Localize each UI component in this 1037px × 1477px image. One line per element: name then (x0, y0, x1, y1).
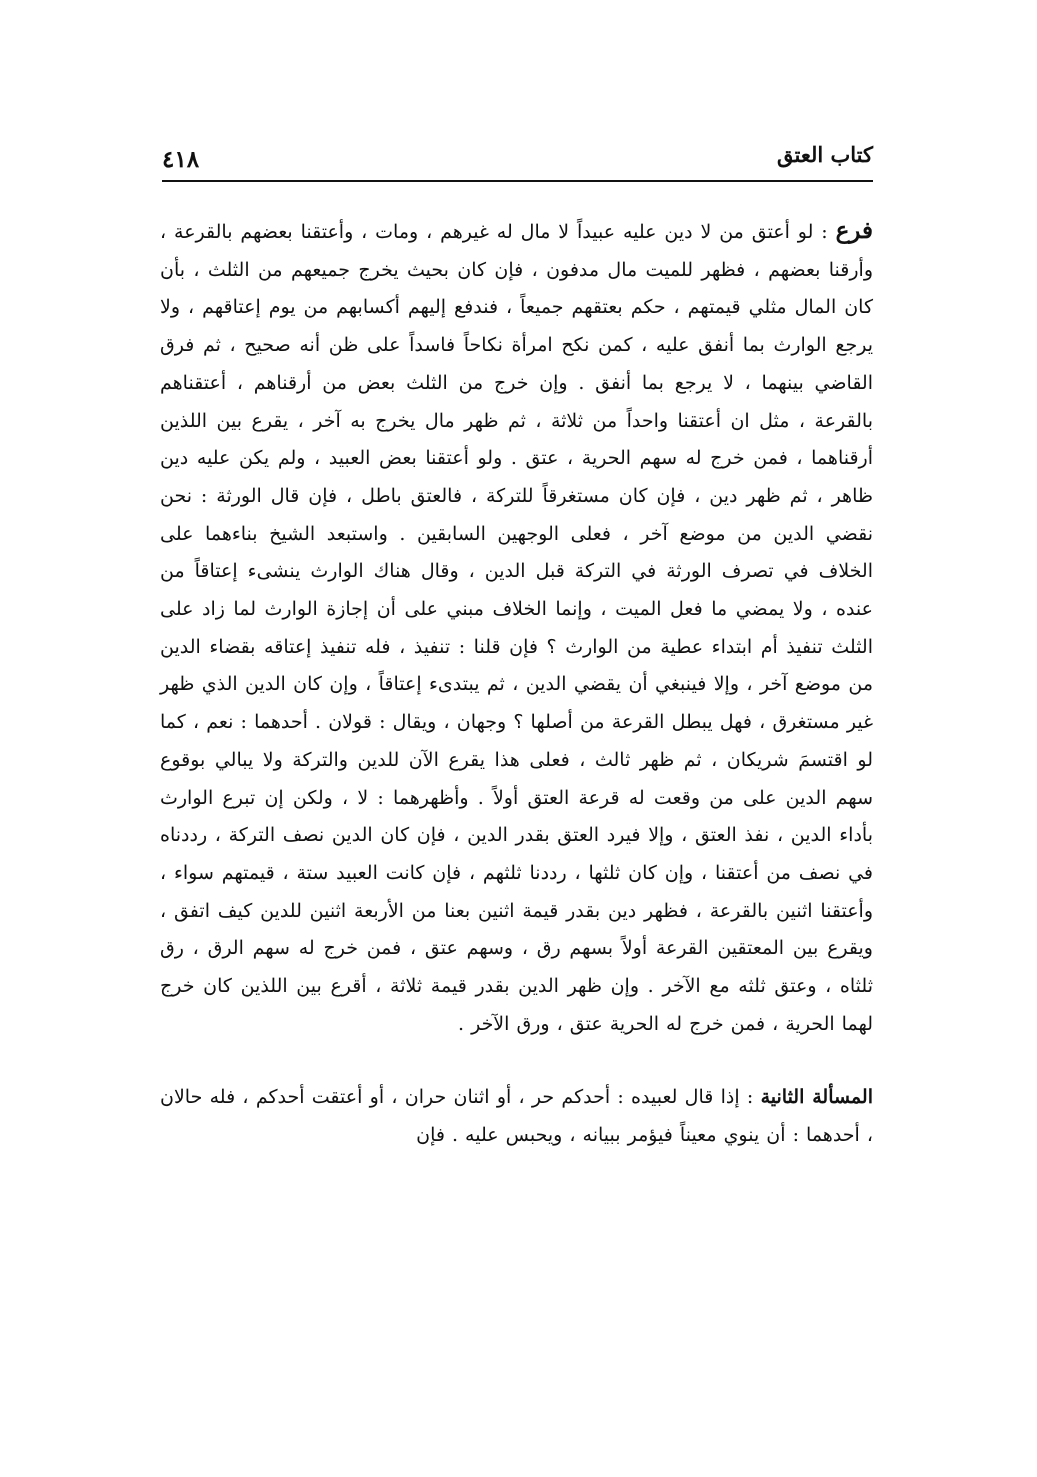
running-header (162, 138, 873, 178)
paragraph-text: : إذا قال لعبيده : أحدكم حر ، أو اثنان حران ، أو أعتقت أحدكم ، فله حالان ، أحدهما : أن ينوي معيناً فيؤمر ببيانه ، ويحبس عليه . فإن (160, 1086, 873, 1147)
paragraph-second-issue (160, 1079, 873, 1154)
page-number: ٤١٨ (162, 146, 200, 173)
paragraph-far (160, 212, 873, 1043)
paragraph-lead: فرع (835, 217, 873, 244)
paragraph-lead: المسألة الثانية (760, 1086, 873, 1109)
chapter-title: كتاب العتق (776, 142, 873, 167)
header-rule (162, 180, 873, 182)
body-text (160, 212, 873, 1155)
paragraph-text: : لو أعتق من لا دين عليه عبيداً لا مال له غيرهم ، ومات ، وأعتقنا بعضهم بالقرعة ، وأرقنا بعضهم ، فظهر للميت مال مدفون ، فإن كان بحيث يخرج جميعهم من الثلث ، بأن كان المال مثلي قيمتهم ، حكم بعتقهم جميعاً ، فندفع إليهم أكسابهم من يوم إعتاقهم ، ولا يرجع الوارث بما أنفق عليه ، كمن نكح امرأة نكاحاً فاسداً على ظن أنه صحيح ، ثم فرق القاضي بينهما ، لا يرجع بما أنفق . وإن خرج من الثلث بعض من أرقناهم ، أعتقناهم بالقرعة ، مثل ان أعتقنا واحداً من ثلاثة ، ثم ظهر مال يخرج به آخر ، يقرع بين اللذين أرقناهما ، فمن خرج له سهم الحرية ، عتق . ولو أعتقنا بعض العبيد ، ولم يكن عليه دين ظاهر ، ثم ظهر دين ، فإن كان مستغرقاً للتركة ، فالعتق باطل ، فإن قال الورثة : نحن نقضي الدين من موضع آخر ، فعلى الوجهين السابقين . واستبعد الشيخ بناءهما على الخلاف في تصرف الورثة في التركة قبل الدين ، وقال هناك الوارث ينشىء إعتاقاً من عنده ، ولا يمضي ما فعل الميت ، وإنما الخلاف مبني على أن إجازة الوارث لما زاد على الثلث تنفيذ أم ابتداء عطية من الوارث ؟ فإن قلنا : تنفيذ ، فله تنفيذ إعتاقه بقضاء الدين من موضع آخر ، وإلا فينبغي أن يقضي الدين ، ثم يبتدىء إعتاقاً ، وإن كان الدين الذي ظهر غير مستغرق ، فهل يبطل القرعة من أصلها ؟ وجهان ، ويقال : قولان . أحدهما : نعم ، كما لو اقتسمَ شريكان ، ثم ظهر ثالث ، فعلى هذا يقرع الآن للدين والتركة ولا يبالي بوقوع سهم الدين على من وقعت له قرعة العتق أولاً . وأظهرهما : لا ، ولكن إن تبرع الوارث بأداء الدين ، نفذ العتق ، وإلا فيرد العتق بقدر الدين ، فإن كان الدين نصف التركة ، رددناه في نصف من أعتقنا ، وإن كان ثلثها ، رددنا ثلثهم ، فإن كانت العبيد ستة ، قيمتهم سواء ، وأعتقنا اثنين بالقرعة ، فظهر دين بقدر قيمة اثنين بعنا من الأربعة اثنين للدين كيف اتفق ، ويقرع بين المعتقين القرعة أولاً بسهم رق ، وسهم عتق ، فمن خرج له سهم الرق ، رق ثلثاه ، وعتق ثلثه مع الآخر . وإن ظهر الدين بقدر قيمة ثلاثة ، أقرع بين اللذين كان خرج لهما الحرية ، فمن خرج له الحرية عتق ، ورق الآخر . (160, 221, 873, 1035)
